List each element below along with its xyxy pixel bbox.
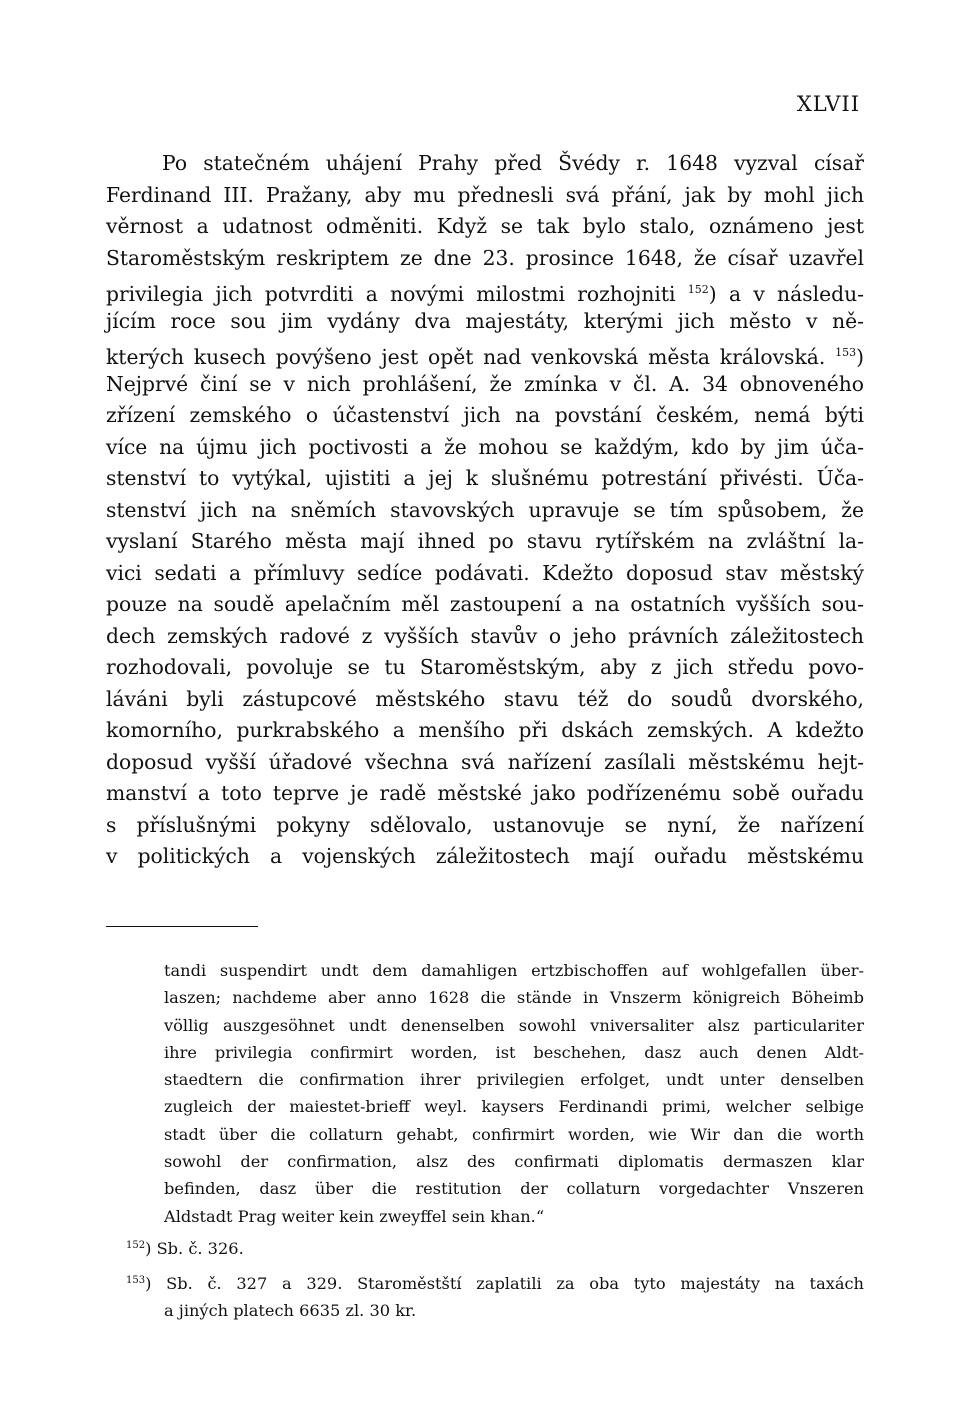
body-line — [106, 337, 864, 369]
body-line-text: ) — [856, 345, 864, 369]
quote-line: laszen; nachdeme aber anno 1628 die stände in Vnszerm königreich Böheimb — [164, 988, 864, 1008]
quote-line: staedtern die confirmation ihrer privilegien erfolget, undt unter denselben — [164, 1070, 864, 1090]
body-line: Ferdinand III. Pražany, aby mu přednesli svá přání, jak by mohl jich — [106, 182, 864, 207]
footnote-mark-close: ) — [145, 1239, 152, 1258]
body-line — [106, 274, 864, 306]
body-line: láváni byli zástupcové městského stavu též do soudů dvorského, — [106, 686, 864, 711]
body-line: stenství jich na sněmích stavovských upravuje se tím spůsobem, že — [106, 497, 864, 522]
body-line-text: privilegia jich potvrditi a novými milostmi rozhojniti — [106, 282, 688, 306]
body-line: jícím roce sou jim vydány dva majestáty, kterými jich město v ně- — [106, 308, 864, 333]
footnote-153 — [126, 1267, 864, 1324]
footnote-text: Sb. č. 327 a 329. Staroměstští zaplatili za oba tyto majestáty na taxách — [166, 1274, 864, 1293]
body-line: rozhodovali, povoluje se tu Staroměstským, aby z jich středu povo- — [106, 655, 864, 679]
body-line: manství a toto teprve je radě městské jako podřízenému sobě ouřadu — [106, 781, 864, 805]
body-line: Nejprvé činí se v nich prohlášení, že zmínka v čl. A. 34 obnoveného — [106, 371, 864, 396]
footnote-separator — [106, 926, 258, 927]
quote-line: zugleich der maiestet-brieff weyl. kaysers Ferdinandi primi, welcher selbige — [164, 1097, 864, 1117]
body-line: dech zemských radové z vyšších stavův o jeho právních záležitostech — [106, 623, 864, 648]
quote-line: tandi suspendirt undt dem damahligen ertzbischoffen auf wohlgefallen über- — [164, 961, 864, 980]
body-line: doposud vyšší úřadové všechna svá nařízení zasílali městskému hejt- — [106, 749, 864, 774]
body-line: věrnost a udatnost odměniti. Když se tak bylo stalo, oznámeno jest — [106, 214, 864, 238]
body-line: vyslaní Starého města mají ihned po stavu rytířském na zvláštní la- — [106, 529, 864, 553]
body-line: vici sedati a přímluvy sedíce podávati. Kdežto doposud stav městský — [106, 560, 864, 585]
body-line: v politických a vojenských záležitostech mají ouřadu městskému — [106, 844, 864, 868]
quote-line: sowohl der confirmation, alsz des confirmati diplomatis dermaszen klar — [164, 1152, 864, 1172]
main-text — [106, 148, 864, 873]
quote-line: Aldstadt Prag weiter kein zweyffel sein khan.“ — [164, 1206, 545, 1226]
body-line-text: ) a v následu- — [708, 282, 864, 306]
footnote-mark: 152 — [126, 1240, 146, 1251]
body-line: s příslušnými pokyny sdělovalo, ustanovuje se nyní, že nařízení — [106, 812, 864, 837]
footnote-152 — [126, 1232, 244, 1262]
body-line-text: kterých kusech povýšeno jest opět nad venkovská města královská. — [106, 345, 826, 369]
page-number: XLVII — [796, 92, 860, 116]
quoted-document — [164, 957, 864, 1230]
body-line: komorního, purkrabského a menšího při dskách zemských. A kdežto — [106, 718, 864, 742]
quote-line: völlig auszgesöhnet undt denenselben sowohl vniversaliter alsz particulariter — [164, 1015, 864, 1035]
footnote-line — [126, 1267, 864, 1297]
body-line: Po statečném uhájení Prahy před Švédy r. 1648 vyzval císař — [162, 151, 864, 175]
body-line: Staroměstským reskriptem ze dne 23. prosince 1648, že císař uzavřel — [106, 245, 864, 270]
body-line: zřízení zemského o účastenství jich na povstání českém, nemá býti — [106, 403, 864, 427]
body-line: stenství to vytýkal, ujistiti a jej k slušnému potrestání přivésti. Úča- — [106, 466, 864, 490]
footnote-mark: 153 — [126, 1275, 146, 1286]
body-line: pouze na soudě apelačním měl zastoupení a na ostatních vyšších sou- — [106, 592, 864, 616]
quote-line: ihre privilegia confirmirt worden, ist beschehen, dasz auch denen Aldt- — [164, 1042, 864, 1062]
footnote-text: Sb. č. 326. — [156, 1239, 244, 1258]
quote-line: befinden, dasz über die restitution der collaturn vorgedachter Vnszeren — [164, 1179, 864, 1199]
footnote-ref-153[interactable]: 153 — [835, 346, 857, 359]
footnote-line: a jiných platech 6635 zl. 30 kr. — [164, 1301, 417, 1320]
footnote-mark-close: ) — [145, 1274, 152, 1293]
quote-line: stadt über die collaturn gehabt, confirmirt worden, wie Wir dan die worth — [164, 1124, 864, 1144]
footnote-ref-152[interactable]: 152 — [687, 283, 709, 296]
body-line: více na újmu jich poctivosti a že mohou se každým, kdo by jim úča- — [106, 434, 864, 459]
